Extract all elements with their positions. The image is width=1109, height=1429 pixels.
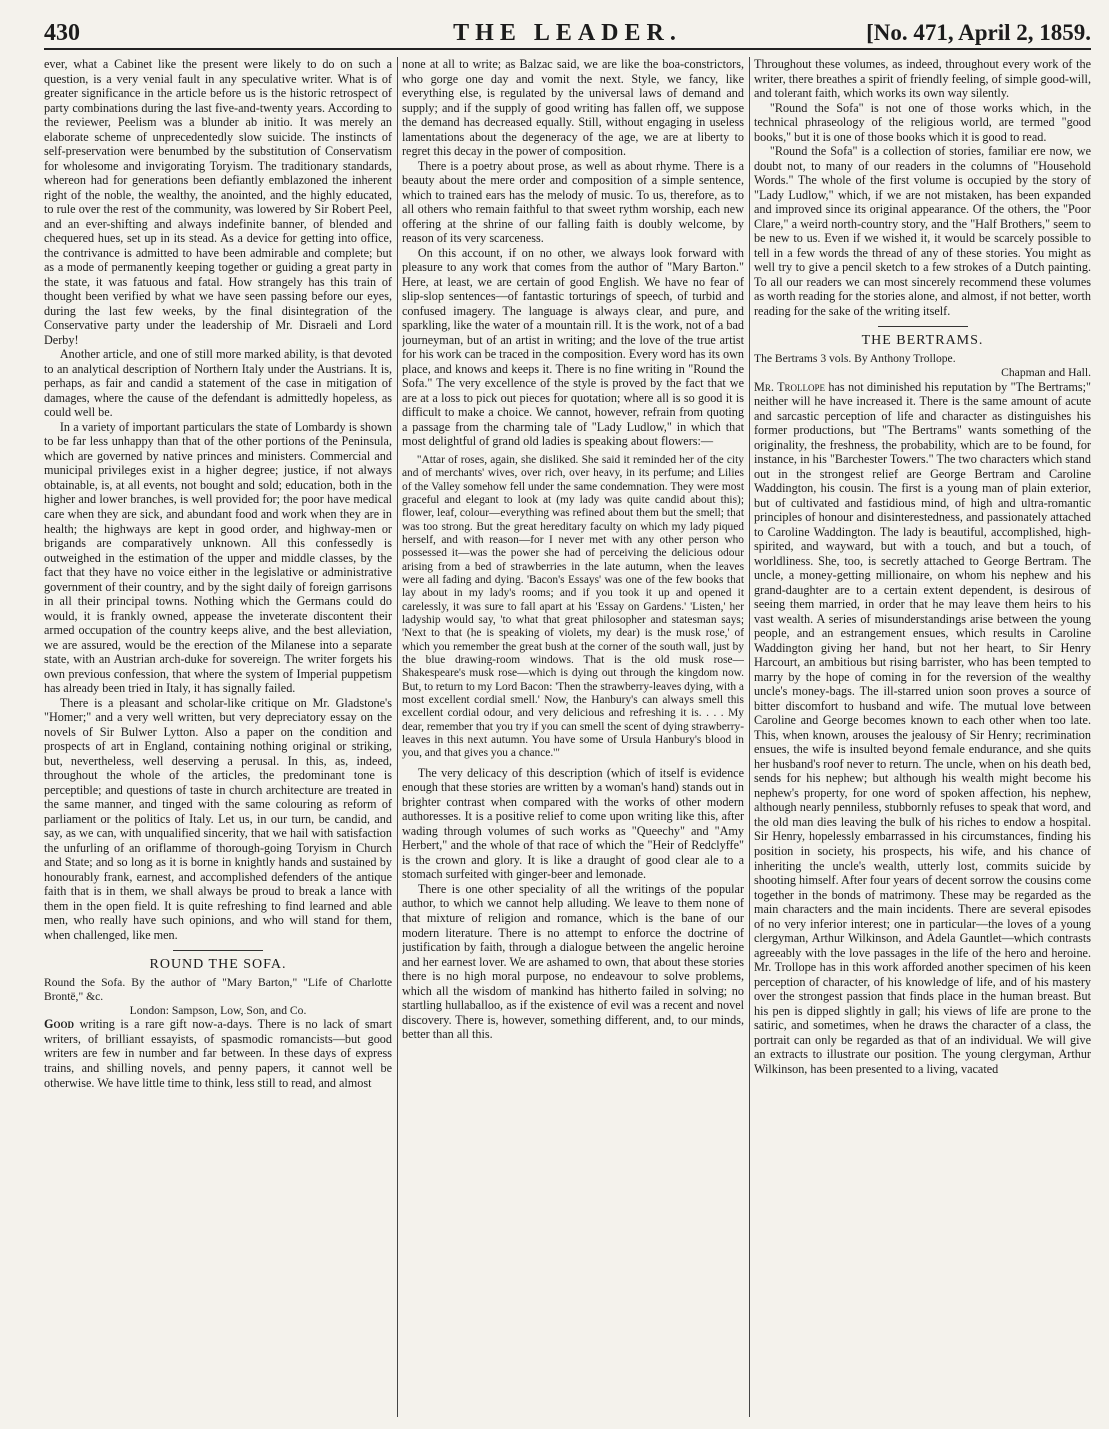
paragraph bbox=[44, 1017, 392, 1090]
paragraph: There is one other speciality of all the writings of the popular author, to which we cannot help alluding. We leave to them none of that mixture of religion and romance, which is the bane of our modern literature. There is no attempt to enforce the doctrine of justification by faith, through a dialogue between the angelic heroine and her earnest lover. We are ashamed to own, that about these stories there is no high moral purpose, no endeavour to solve problems, which all the wisdom of mankind has hitherto failed in solving; no startling hullaballoo, as if the existence of evil was a recent and novel discovery. There is, however, something different, and, to our minds, better than all this. bbox=[402, 881, 744, 1042]
lead-word: Good bbox=[44, 1017, 74, 1032]
issue-date: [No. 471, April 2, 1859. bbox=[866, 20, 1091, 45]
publisher-line: Chapman and Hall. bbox=[1001, 365, 1091, 379]
paragraph: none at all to write; as Balzac said, we are like the boa-constrictors, who gorge one day and vomit the next. Style, we fancy, like everything else, is regulated by the universal laws of demand and supply; and if the supply of good writing has fallen off, we suppose the demand has decreased equally. Still, without engaging in useless lamentations about the degeneracy of the age, we are at liberty to regret this decay in the power of composition. bbox=[402, 57, 744, 159]
book-citation: The Bertrams 3 vols. By Anthony Trollope. bbox=[754, 351, 956, 365]
paragraph: Another article, and one of still more marked ability, is that devoted to an analytical description of Northern Italy under the Austrians. It is, perhaps, as fair and candid a statement of the case in mitigation of damages, where the cause of the defendant is admittedly hopeless, as could well be. bbox=[44, 347, 392, 420]
newspaper-title: THE LEADER. bbox=[453, 20, 682, 46]
column-divider bbox=[397, 57, 398, 1417]
column-left bbox=[44, 57, 392, 1417]
paragraph-text: writing is a rare gift now-a-days. There is no lack of smart writers, of brilliant essayists, of spasmodic romancists—but good writers are few in number and far between. In these days of express trains, and shilling novels, and penny papers, it cannot well be otherwise. We have little time to think, less still to read, and almost bbox=[44, 1017, 392, 1090]
paragraph: There is a poetry about prose, as well as about rhyme. There is a beauty about the mere order and composition of a simple sentence, which to trained ears has the melody of music. To us, therefore, as to all others who remain faithful to that sweet rythm worship, each new offering at the shrine of our falling faith is doubly welcome, by reason of its very scarceness. bbox=[402, 158, 744, 246]
section-divider bbox=[173, 950, 263, 951]
paragraph: On this account, if on no other, we always look forward with pleasure to any work that comes from the author of "Mary Barton." Here, at least, we are certain of good English. We have no fear of slip-slop sentences—of fantastic torturings of speech, of turbid and confused imagery. The language is always clear, and pure, and sparkling, like the water of a mountain rill. It is the work, not of a bad journeyman, but of an artist in writing; and the love of the true artist for his work can be traced in the composition. Every word has its own place, and knows and keeps it. There is no fine writing in "Round the Sofa." The very excellence of the style is proved by the fact that we are at a loss to pick out pieces for quotation; where all is so good it is difficult to make a choice. We cannot, however, refrain from quoting a passage from the charming tale of "Lady Ludlow," in which that most delightful of grand old ladies is speaking about flowers:— bbox=[402, 245, 744, 449]
paragraph: "Round the Sofa" is not one of those works which, in the technical phraseology of the religious world, are termed "good books," but it is one of those books which it is good to read. bbox=[754, 100, 1091, 144]
paragraph bbox=[754, 380, 1091, 1077]
page-number: 430 bbox=[44, 20, 80, 46]
paragraph: "Round the Sofa" is a collection of stories, familiar ere now, we doubt not, to many of our readers in the columns of "Household Words." The whole of the first volume is occupied by the story of "Lady Ludlow," which, if we are not mistaken, has been expanded and improved since its original appearance. Of the others, the "Poor Clare," a weird north-country story, and the "Half Brothers," seem to be new to us. Even if we wished it, it would be scarcely possible to tell in a few words the thread of any of these stories. You might as well try to give a pencil sketch to a few strokes of a Dutch painting. To all our readers we can most sincerely recommend these volumes as worth reading for the stories alone, and almost, if not better, worth reading for the sake of the writing itself. bbox=[754, 144, 1091, 318]
column-divider bbox=[749, 57, 750, 1417]
paragraph: ever, what a Cabinet like the present were likely to do on such a question, is a very venial fault in any speculative writer. What is of greater significance in the article before us is the historic retrospect of party combinations during the last five-and-twenty years. According to the reviewer, Peelism was a blunder ab initio. It was merely an elaborate scheme of unprecedentedly slow suicide. The instincts of self-preservation were benumbed by the substitution of Conservatism for wholesome and invigorating Toryism. The traditionary standards, whereon had for generations been defiantly emblazoned the inherent right of the noble, the wealthy, the anointed, and the highly educated, to rule over the rest of the community, was lowered by Sir Robert Peel, and an ever-shifting and always indefinite banner, of blended and chequered hues, set up in its stead. As a device for getting into office, the contrivance is admitted to have been admirable and complete; but as a mode of permanently keeping together or guiding a great party in the state, it was fatuous and fatal. How strangely has this train of thought been verified by what we have seen passing before our eyes, during the last few weeks, by the final disintegration of the Conservative party under the leadership of Mr. Disraeli and Lord Derby! bbox=[44, 57, 392, 347]
publisher-line: London: Sampson, Low, Son, and Co. bbox=[129, 1003, 307, 1017]
column-middle bbox=[402, 57, 744, 1417]
paragraph-text: has not diminished his reputation by "The Bertrams;" neither will he have increased it. There is the same amount of acute and sarcastic perception of life and character as distinguishes his former productions, but "The Bertrams" wants something of the originality, the freshness, the probability, which are to be found, for instance, in his "Barchester Towers." The two characters which stand out in the strongest relief are George Bertram and Caroline Waddington, his cousin. The first is a young man of plain exterior, but of cultivated and fastidious mind, of high and ultra-romantic principles of honour and disinterestedness, and passionately attached to Caroline Waddington. The lady is beautiful, accomplished, high-spirited, and wayward, but with a touch, and but a touch, of worldliness. She, too, is secretly attached to George Bertram. The uncle, a money-getting millionaire, on whom his nephew and his grand-daughter are to a certain extent dependent, is desirous of seeing them married, in order that he may leave them heirs to his vast wealth. A series of misunderstandings arise between the young people, and an estrangement ensues, which results in Caroline Waddington giving her hand, but not her heart, to Sir Henry Harcourt, an ambitious but rising barrister, who has been tempted to marry by the hope of coming in for the reversion of the wealthy uncle's money-bags. The ill-starred union soon proves a source of bitter discomfort to husband and wife. The mutual love between Caroline and George becomes known to each other when too late. This, when known, arouses the jealousy of Sir Henry; recrimination ensues, the wife is insulted beyond female endurance, and she quits her husband's roof never to return. The uncle, when on his death bed, sends for his nephew; but although his wealth might become his nephew's property, for one word of spoken affection, his nephew, although nearly penniless, stubbornly refuses to speak that word, and the old man dies leaving the bulk of his riches to endow a hospital. Sir Henry, hopelessly embarrassed in his circumstances, finding his position in society, his prospects, his wife, and his chance of inheriting the uncle's wealth, utterly lost, commits suicide by shooting himself. After four years of decent sorrow the cousins come together in the bonds of matrimony. These may be regarded as the main characters and the main incidents. There are several episodes of no very inferior interest; one in particular—the loves of a young clergyman, Arthur Wilkinson, and Adela Gauntlet—which contrasts agreeably with the love passages in the life of the hero and heroine. Mr. Trollope has in this work afforded another specimen of his keen perception of character, of his knowledge of life, and of his mastery over the strongest passion that finds place in the human breast. But his pen is dipped slightly in gall; his views of life are prone to the satiric, and sometimes, when he draws the character of a class, the portrait can only be regarded as that of an individual. We will give an extracts to illustrate our position. The young clergyman, Arthur Wilkinson, has been presented to a living, vacated bbox=[754, 379, 1091, 1076]
section-divider bbox=[878, 326, 968, 327]
paragraph: Throughout these volumes, as indeed, throughout every work of the writer, there breathes a spirit of friendly feeling, of simple good-will, and tolerant faith, which works its own way silently. bbox=[754, 57, 1091, 101]
paragraph: In a variety of important particulars the state of Lombardy is shown to be far less unhappy than that of the other portions of the Peninsula, which are governed by native princes and ministers. Commercial and municipal privileges exist in a higher degree; justice, if not always obtainable, is, at all events, not bought and sold; education, both in the higher and lower branches, is well provided for; the poor have medical care when they are sick, and abundant food and work when they are in health; the highways are kept in good order, and highway-men or brigands are comparatively unknown. All this confessedly is outweighed in the estimation of the upper and middle classes, by the fact that they have no voice either in the legislative or administrative government of their country, and by the sight daily of foreign garrisons in all their principal towns. Nothing which the Germans could do would, it is frankly owned, appease the inveterate discontent their armed occupation of the country keeps alive, and the best alleviation, we are assured, would be the erection of the Milanese into a separate state, with an Austrian arch-duke for sovereign. The writer forgets his own previous confession, that where the system of Imperial puppetism has already been tried in Italy, it has signally failed. bbox=[44, 419, 392, 696]
section-title: THE BERTRAMS. bbox=[861, 333, 984, 349]
paragraph: The very delicacy of this description (which of itself is evidence enough that these stories are written by a woman's hand) stands out in brighter contrast when compared with the works of other modern authoresses. It is a positive relief to come upon writing like this, after wading through volumes of such works as "Queechy" and "Amy Herbert," and the whole of that race of which the "Heir of Redclyffe" is the crown and glory. It is like a draught of good clear ale to a stomach surfeited with ginger-beer and lemonade. bbox=[402, 765, 744, 882]
quotation: "Attar of roses, again, she disliked. She said it reminded her of the city and of merchants' wives, over rich, over heavy, in its perfume; and Lilies of the Valley somehow fell under the same condemnation. They were most graceful and elegant to look at (my lady was quite candid about this); flower, leaf, colour—everything was refined about them but the smell; that was too strong. But the great hereditary faculty on which my lady piqued herself, and with reason—for I never met with any other person who possessed it—was the power she had of perceiving the delicious odour arising from a bed of strawberries in the late autumn, when the leaves were all fading and dying. 'Bacon's Essays' was one of the few books that lay about in my lady's rooms; and if you took it up and opened it carelessly, it was sure to fall apart at his 'Essay on Gardens.' 'Listen,' her ladyship would say, 'to what that great philosopher and statesman says; 'Next to that (he is speaking of violets, my dear) is the musk rose,' of which you remember the great bush at the corner of the south wall, just by the blue drawing-room windows. That is the old musk rose—Shakespeare's musk rose—which is dying out through the kingdom now. But, to return to my Lord Bacon: 'Then the strawberry-leaves dying, with a most excellent cordial smell.' Now, the Hanbury's can always smell this excellent cordial odour, and very delicious and refreshing it is. . . . My dear, remember that you try if you can smell the scent of dying strawberry-leaves in this next autumn. You have some of Ursula Hanbury's blood in you, and that gives you a chance.'" bbox=[402, 453, 744, 760]
lead-word: Mr. Trollope bbox=[754, 379, 826, 394]
section-title: ROUND THE SOFA. bbox=[149, 957, 287, 973]
masthead bbox=[44, 18, 1091, 50]
column-right bbox=[754, 57, 1091, 1417]
book-citation: Round the Sofa. By the author of "Mary Barton," "Life of Charlotte Brontë," &c. bbox=[44, 976, 392, 1003]
paragraph: There is a pleasant and scholar-like critique on Mr. Gladstone's "Homer;" and a very well written, but very depreciatory essay on the novels of Sir Bulwer Lytton. Also a paper on the condition and prospects of art in England, containing nothing original or striking, but, nevertheless, well deserving a perusal. In this, as, indeed, throughout the whole of the articles, the predominant tone is perceptible; and questions of taste in church architecture are treated in the same manner, and tinged with the same colouring as reform of parliament or the politics of Italy. Let us, in our turn, be candid, and say, as we can, with unqualified sincerity, that we hail with satisfaction the unfurling of an oriflamme of thorough-going Toryism in Church and State; and so long as it is borne in knightly hands and sustained by honourably frank, earnest, and accomplished defenders of the antique faith that is in them, we shall always be proud to break a lance with them in the open field. It is quite refreshing to find learned and able men, who really have such opinions, and who will stand for them, when challenged, like men. bbox=[44, 695, 392, 942]
